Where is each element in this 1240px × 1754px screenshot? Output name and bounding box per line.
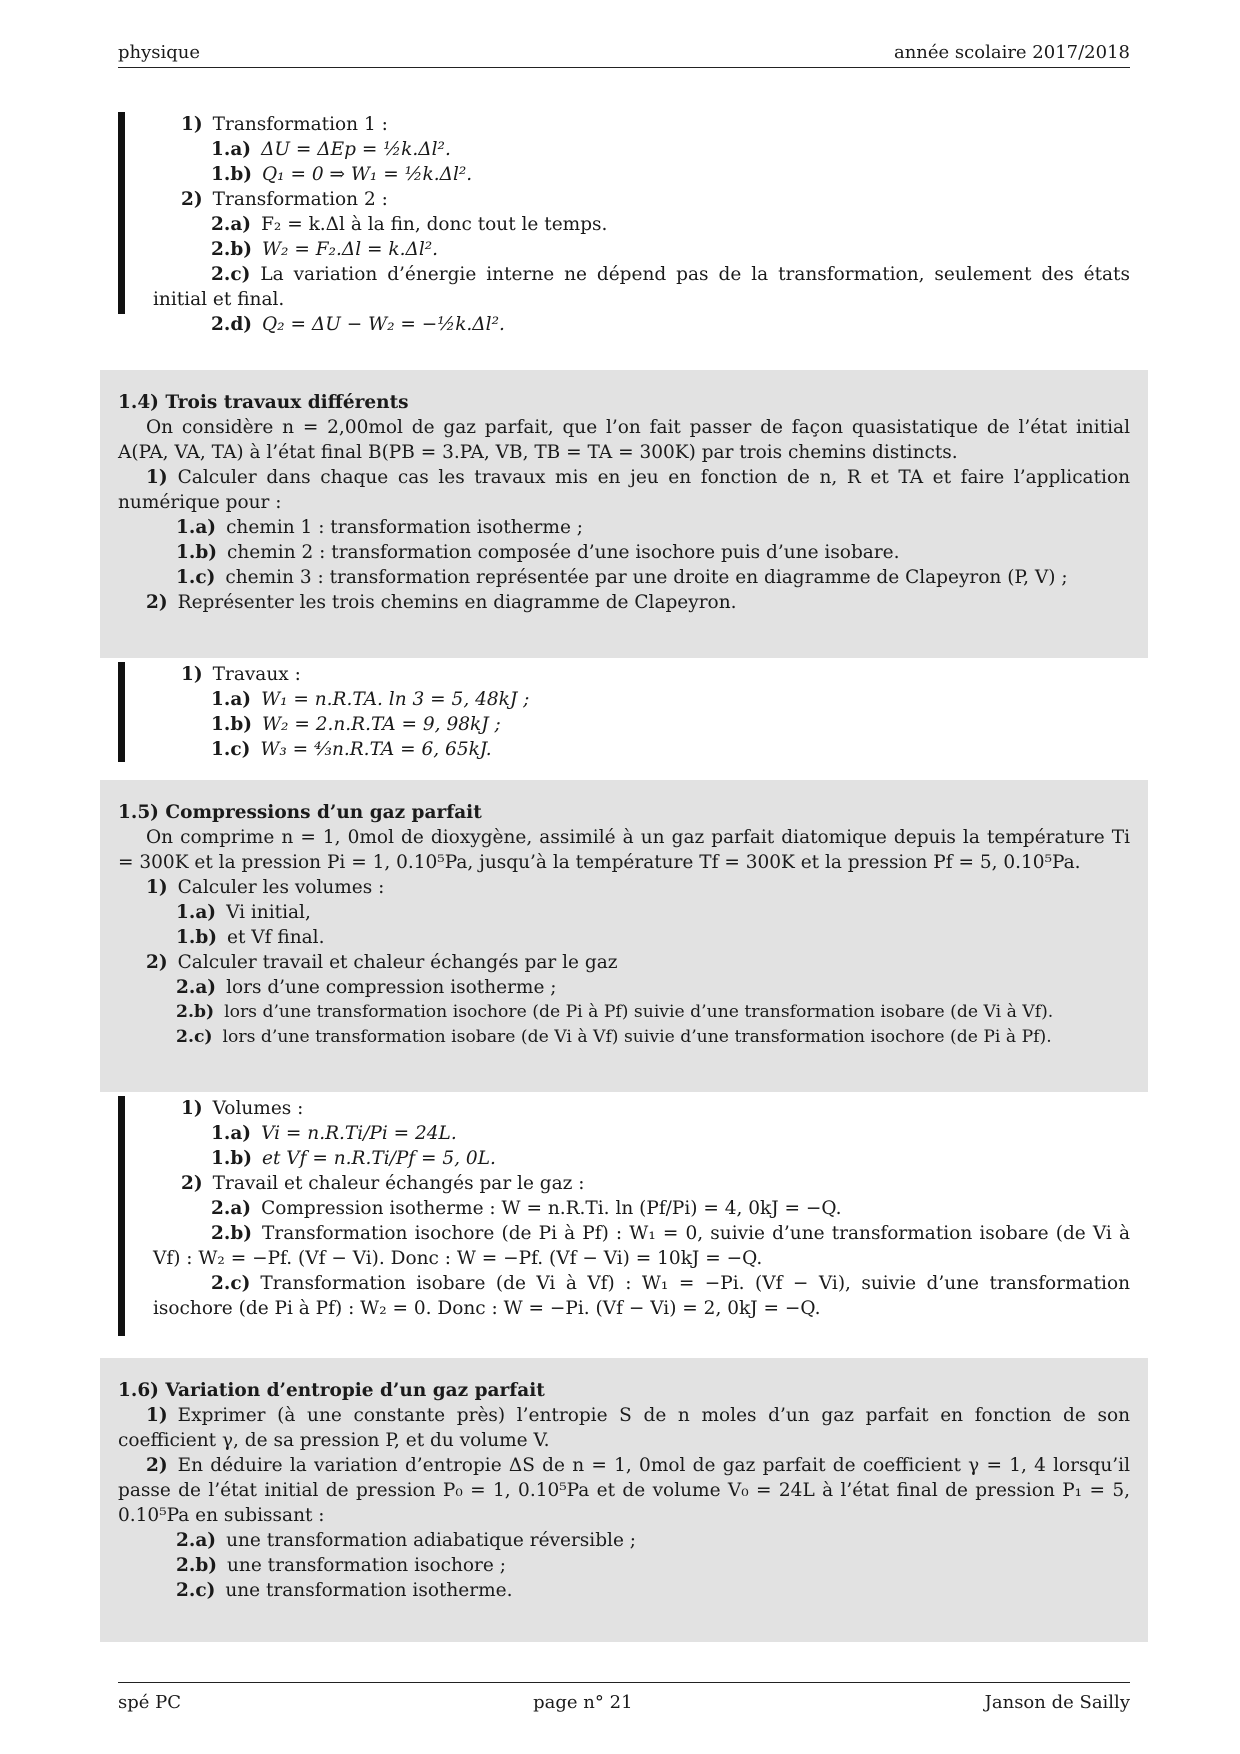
question: 2.c) une transformation isotherme. [176,1580,513,1601]
question: 2) Calculer travail et chaleur échangés par le gaz [146,952,618,973]
footer-class: spé PC [118,1692,182,1713]
question: 2.b) lors d’une transformation isochore (de Pi à Pf) suivie d’une transformation isobare (de Vi à Vf). [176,1002,1054,1022]
solution-line: 1.b) W₂ = 2.n.R.TA = 9, 98kJ ; [211,714,501,735]
solution-line: 1.a) Vi = n.R.Ti/Pi = 24L. [211,1123,457,1144]
footer-page-number: page n° 21 [533,1692,633,1713]
question: 2.a) lors d’une compression isotherme ; [176,977,557,998]
question: 2) En déduire la variation d’entropie ΔS de n = 1, 0mol de gaz parfait de coefficient γ = 1, 4 lorsqu’il passe de l’état initial de pression P₀ = 1, 0.10⁵Pa et de volume V₀ = 24L à l’état final de pression P₁ = 5, 0.10⁵Pa en subissant : [118,1455,1130,1526]
question: 2.b) une transformation isochore ; [176,1555,506,1576]
footer-school: Janson de Sailly [984,1692,1130,1713]
solution-line: 2.c) Transformation isobare (de Vi à Vf) : W₁ = −Pi. (Vf − Vi), suivie d’une transformation isochore (de Pi à Pf) : W₂ = 0. Donc : W = −Pi. (Vf − Vi) = 2, 0kJ = −Q. [153,1273,1130,1319]
solution-line: 2.b) Transformation isochore (de Pi à Pf) : W₁ = 0, suivie d’une transformation isobare (de Vi à Vf) : W₂ = −Pf. (Vf − Vi). Donc : W = −Pf. (Vf − Vi) = 10kJ = −Q. [153,1223,1130,1269]
solution-line: 1.c) W₃ = ⁴⁄₃n.R.TA = 6, 65kJ. [211,739,492,760]
solution-block-1-3 [118,112,1130,335]
solution-line: 1.a) W₁ = n.R.TA. ln 3 = 5, 48kJ ; [211,689,530,710]
solution-line: 2.c) La variation d’énergie interne ne dépend pas de la transformation, seulement des états initial et final. [153,264,1130,310]
solution-block-1-4 [118,662,1130,762]
footer-rule [118,1682,1130,1683]
exercise-block-1-5 [100,780,1148,1092]
question: 2) Représenter les trois chemins en diagramme de Clapeyron. [146,592,737,613]
solution-line: 2.a) F₂ = k.Δl à la fin, donc tout le temps. [211,214,608,235]
exercise-title: 1.4) Trois travaux différents [118,392,409,413]
question: 1) Calculer les volumes : [146,877,385,898]
question: 1.b) chemin 2 : transformation composée d’une isochore puis d’une isobare. [176,542,900,563]
header-subject: physique [118,42,201,63]
page-header [118,40,1130,66]
solution-line: 1.a) ΔU = ΔEp = ½k.Δl². [211,139,451,160]
exercise-intro: On considère n = 2,00mol de gaz parfait, que l’on fait passer de façon quasistatique de l’état initial A(PA, VA, TA) à l’état final B(PB = 3.PA, VB, TB = TA = 300K) par trois chemins distincts. [118,417,1130,463]
question: 2.a) une transformation adiabatique réversible ; [176,1530,637,1551]
question: 2.c) lors d’une transformation isobare (de Vi à Vf) suivie d’une transformation isochore (de Pi à Pf). [176,1027,1052,1047]
question: 1.b) et Vf final. [176,927,325,948]
exercise-block-1-4 [100,370,1148,658]
exercise-intro: On comprime n = 1, 0mol de dioxygène, assimilé à un gaz parfait diatomique depuis la température Ti = 300K et la pression Pi = 1, 0.10⁵Pa, jusqu’à la température Tf = 300K et la pression Pf = 5, 0.10⁵Pa. [118,827,1130,873]
exercise-title: 1.6) Variation d’entropie d’un gaz parfait [118,1380,545,1401]
page-footer [118,1690,1130,1716]
solution-line: 2.a) Compression isotherme : W = n.R.Ti. ln (Pf/Pi) = 4, 0kJ = −Q. [211,1198,842,1219]
solution-line: 2.b) W₂ = F₂.Δl = k.Δl². [211,239,439,260]
solution-line: 1.b) Q₁ = 0 ⇒ W₁ = ½k.Δl². [211,164,473,185]
question: 1.a) Vi initial, [176,902,311,923]
solution-line: 1) Transformation 1 : [181,114,388,135]
solution-line: 1.b) et Vf = n.R.Ti/Pf = 5, 0L. [211,1148,496,1169]
question: 1.c) chemin 3 : transformation représentée par une droite en diagramme de Clapeyron (P, V) ; [176,567,1068,588]
solution-line: 2) Travail et chaleur échangés par le gaz : [181,1173,585,1194]
question: 1.a) chemin 1 : transformation isotherme ; [176,517,584,538]
exercise-title: 1.5) Compressions d’un gaz parfait [118,802,482,823]
solution-block-1-5 [118,1096,1130,1336]
header-school-year: année scolaire 2017/2018 [893,42,1130,63]
exercise-block-1-6 [100,1358,1148,1642]
solution-line: 2.d) Q₂ = ΔU − W₂ = −½k.Δl². [211,314,505,335]
solution-line: 2) Transformation 2 : [181,189,388,210]
solution-line: 1) Volumes : [181,1098,304,1119]
header-rule [118,67,1130,68]
question: 1) Calculer dans chaque cas les travaux mis en jeu en fonction de n, R et TA et faire l’application numérique pour : [118,467,1130,513]
solution-line: 1) Travaux : [181,664,301,685]
question: 1) Exprimer (à une constante près) l’entropie S de n moles d’un gaz parfait en fonction de son coefficient γ, de sa pression P, et du volume V. [118,1405,1130,1451]
